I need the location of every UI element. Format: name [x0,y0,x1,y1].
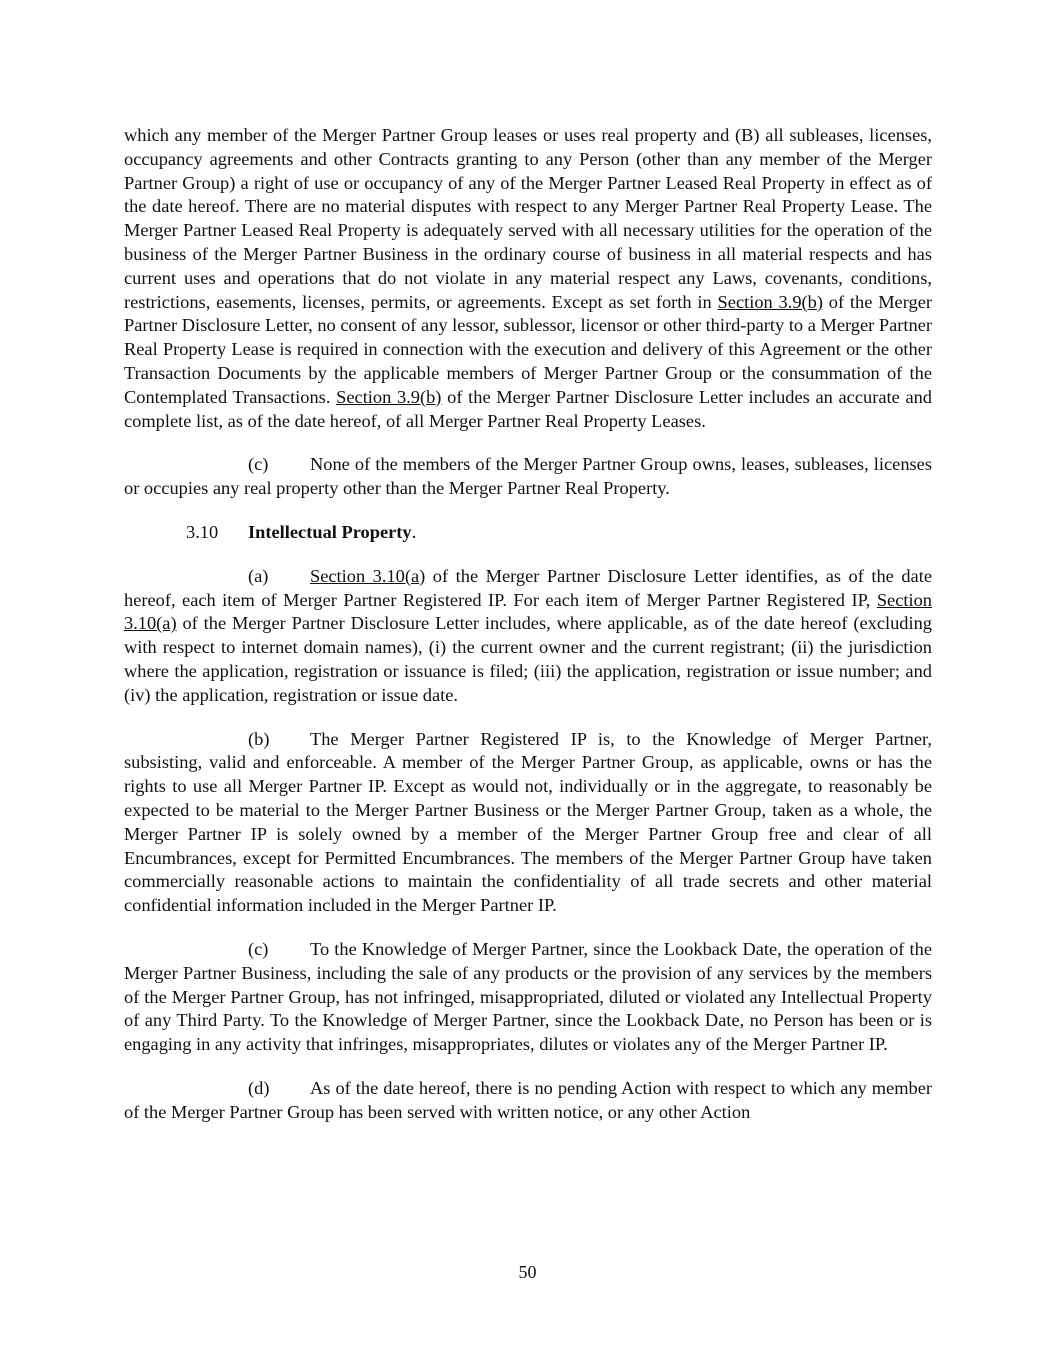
paragraph-3-10-c [124,938,932,1057]
section-reference: Section 3.9(b) [336,386,442,407]
section-reference: Section 3.9(b) [717,291,823,312]
section-title-period: . [411,521,417,542]
paragraph-text: To the Knowledge of Merger Partner, since the Lookback Date, the operation of the Merger Partner Business, including the sale of any products or the provision of any services by the members of the Merger Partner Group, has not infringed, misappropriated, diluted or violated any Intellectual Property of any Third Party. To the Knowledge of Merger Partner, since the Lookback Date, no Person has been or is engaging in any activity that infringes, misappropriates, dilutes or violates any of the Merger Partner IP. [124,938,932,1055]
paragraph-text: The Merger Partner Registered IP is, to the Knowledge of Merger Partner, subsisting, valid and enforceable. A member of the Merger Partner Group, as applicable, owns or has the rights to use all Merger Partner IP. Except as would not, individually or in the aggregate, to reasonably be expected to be material to the Merger Partner Business or the Merger Partner Group, taken as a whole, the Merger Partner IP is solely owned by a member of the Merger Partner Group free and clear of all Encumbrances, except for Permitted Encumbrances. The members of the Merger Partner Group have taken commercially reasonable actions to maintain the confidentiality of all trade secrets and other material confidential information included in the Merger Partner IP. [124,728,932,916]
paragraph-3-9-c [124,453,932,501]
paragraph-3-10-a [124,565,932,708]
page-number: 50 [518,1262,537,1282]
section-heading [186,521,932,545]
paragraph-text: of the Merger Partner Disclosure Letter identifies, as of the date hereof, each item of Merger Partner Registered IP. For each item of Merger Partner Registered IP, [124,565,932,610]
section-number: 3.10 [186,521,219,542]
subsection-label: (a) [248,565,269,586]
subsection-label: (b) [248,728,270,749]
paragraph-real-property-leases [124,124,932,433]
document-page [124,124,932,1124]
paragraph-text: As of the date hereof, there is no pending Action with respect to which any member of the Merger Partner Group has been served with written notice, or any other Action [124,1077,932,1122]
paragraph-text: which any member of the Merger Partner Group leases or uses real property and (B) all subleases, licenses, occupancy agreements and other Contracts granting to any Person (other than any member of the Merger Partner Group) a right of use or occupancy of any of the Merger Partner Leased Real Property in effect as of the date hereof. There are no material disputes with respect to any Merger Partner Real Property Lease. The Merger Partner Leased Real Property is adequately served with all necessary utilities for the operation of the business of the Merger Partner Business in the ordinary course of business in all material respects and has current uses and operations that do not violate in any material respect any Laws, covenants, conditions, restrictions, easements, licenses, permits, or agreements. Except as set forth in [124,125,932,312]
section-reference: Section 3.10(a) [124,589,932,634]
section-title: Intellectual Property [248,521,412,542]
subsection-label: (c) [248,454,269,475]
paragraph-text: of the Merger Partner Disclosure Letter, no consent of any lessor, sublessor, licensor or other third-party to a Merger Partner Real Property Lease is required in connection with the execution and delivery of this Agreement or the other Transaction Documents by the applicable members of Merger Partner Group or the consummation of the Contemplated Transactions. [124,291,932,407]
paragraph-text: of the Merger Partner Disclosure Letter includes, where applicable, as of the date hereof (excluding with respect to internet domain names), (i) the current owner and the current registrant; (ii) the jurisdiction where the application, registration or issuance is filed; (iii) the application, registration or issue number; and (iv) the application, registration or issue date. [124,613,932,705]
paragraph-text: of the Merger Partner Disclosure Letter includes an accurate and complete list, as of the date hereof, of all Merger Partner Real Property Leases. [124,386,933,431]
paragraph-3-10-d [124,1077,932,1125]
section-reference: Section 3.10(a) [310,565,426,586]
paragraph-text: None of the members of the Merger Partner Group owns, leases, subleases, licenses or occupies any real property other than the Merger Partner Real Property. [124,454,932,499]
paragraph-3-10-b [124,728,932,918]
subsection-label: (c) [248,938,269,959]
subsection-label: (d) [248,1077,270,1098]
